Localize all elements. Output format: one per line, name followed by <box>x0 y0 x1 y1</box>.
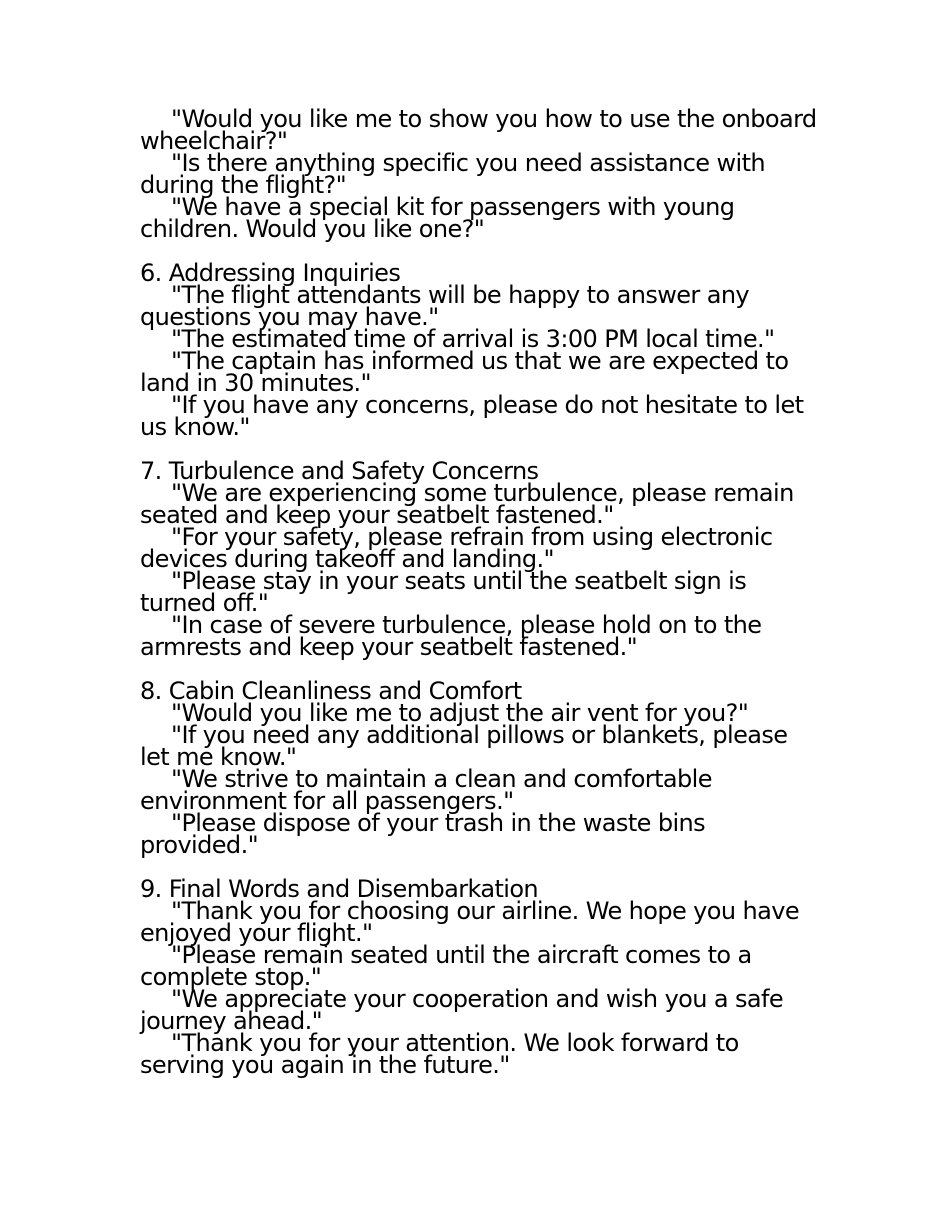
section-final-words <box>140 875 820 1079</box>
intro-line: "Would you like me to show you how to use the onboard wheelchair?" <box>140 105 817 155</box>
section-heading: 6. Addressing Inquiries <box>140 259 401 287</box>
section-line: "The flight attendants will be happy to answer any questions you may have." <box>140 281 750 331</box>
intro-line: "Is there anything specific you need assistance with during the flight?" <box>140 149 766 199</box>
intro-line: "We have a special kit for passengers with young children. Would you like one?" <box>140 193 735 243</box>
section-line: "Please remain seated until the aircraft comes to a complete stop." <box>140 941 752 991</box>
section-line: "We are experiencing some turbulence, please remain seated and keep your seatbelt fastened." <box>140 479 794 529</box>
section-line: "If you need any additional pillows or blankets, please let me know." <box>140 721 788 771</box>
section-line: "Please stay in your seats until the seatbelt sign is turned off." <box>140 567 747 617</box>
section-line: "Please dispose of your trash in the waste bins provided." <box>140 809 706 859</box>
section-line: "For your safety, please refrain from using electronic devices during takeoff and landing." <box>140 523 773 573</box>
document-page <box>140 105 820 1079</box>
section-addressing-inquiries <box>140 259 820 441</box>
section-line: "Would you like me to adjust the air vent for you?" <box>171 699 749 727</box>
section-line: "Thank you for your attention. We look forward to serving you again in the future." <box>140 1029 739 1079</box>
intro-block <box>140 105 820 243</box>
section-line: "In case of severe turbulence, please hold on to the armrests and keep your seatbelt fastened." <box>140 611 762 661</box>
section-line: "We appreciate your cooperation and wish you a safe journey ahead." <box>140 985 784 1035</box>
section-line: "The captain has informed us that we are expected to land in 30 minutes." <box>140 347 789 397</box>
section-heading: 8. Cabin Cleanliness and Comfort <box>140 677 522 705</box>
section-line: "Thank you for choosing our airline. We hope you have enjoyed your flight." <box>140 897 799 947</box>
section-line: "If you have any concerns, please do not hesitate to let us know." <box>140 391 804 441</box>
section-heading: 7. Turbulence and Safety Concerns <box>140 457 539 485</box>
section-cabin-cleanliness <box>140 677 820 859</box>
section-turbulence-safety <box>140 457 820 661</box>
section-line: "We strive to maintain a clean and comfortable environment for all passengers." <box>140 765 712 815</box>
section-heading: 9. Final Words and Disembarkation <box>140 875 539 903</box>
section-line: "The estimated time of arrival is 3:00 PM local time." <box>171 325 775 353</box>
